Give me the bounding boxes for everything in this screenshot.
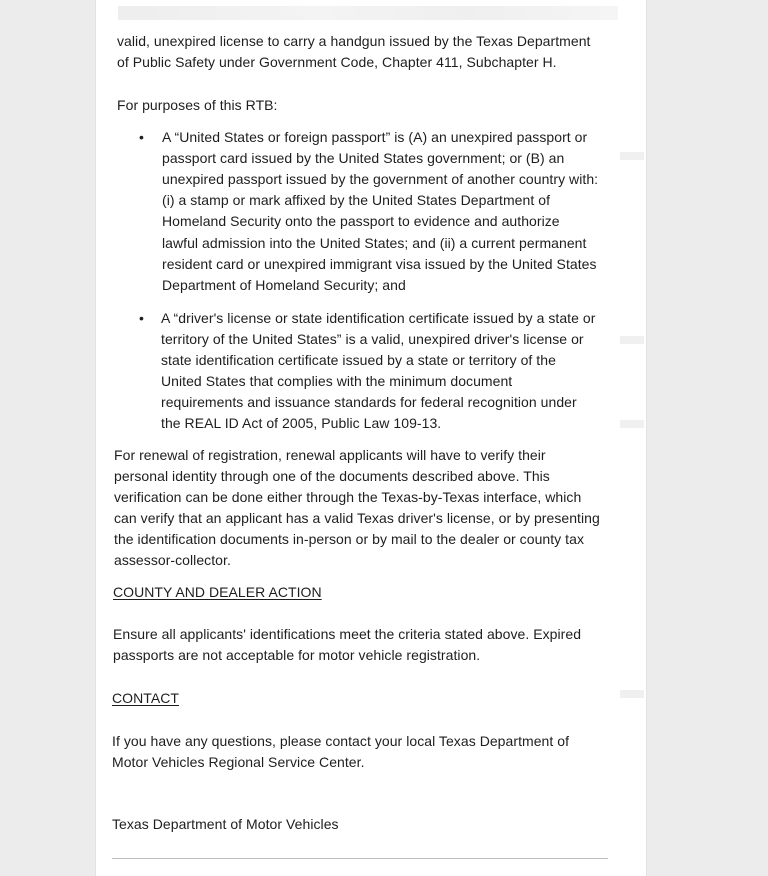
signature-line: Texas Department of Motor Vehicles	[112, 816, 339, 832]
text-line: Department of Homeland Security; and	[162, 277, 406, 293]
text-line: assessor-collector.	[114, 552, 231, 568]
bullet-marker: •	[139, 310, 144, 326]
text-line: can verify that an applicant has a valid Texas driver's license, or by presenting	[114, 510, 600, 526]
text-line: United States that complies with the minimum document	[161, 373, 513, 389]
text-line: Motor Vehicles Regional Service Center.	[112, 754, 365, 770]
text-line: requirements and issuance standards for federal recognition under	[161, 394, 577, 410]
text-line: territory of the United States” is a valid, unexpired driver's license or	[161, 331, 584, 347]
bleed-through-mark	[620, 152, 644, 160]
text-line: Ensure all applicants' identifications meet the criteria stated above. Expired	[113, 626, 582, 642]
text-line: If you have any questions, please contact your local Texas Department of	[112, 733, 570, 749]
bleed-through-header	[118, 6, 618, 20]
purposes-heading: For purposes of this RTB:	[117, 97, 278, 113]
bleed-through-mark	[620, 690, 644, 698]
text-line: the identification documents in-person or by mail to the dealer or county tax	[114, 531, 584, 547]
text-line: of Public Safety under Government Code, Chapter 411, Subchapter H.	[117, 54, 557, 70]
text-line: For renewal of registration, renewal applicants will have to verify their	[114, 447, 546, 463]
text-line: passport card issued by the United States government; or (B) an	[162, 150, 565, 166]
text-line: unexpired passport issued by the government of another country with:	[162, 171, 599, 187]
text-line: valid, unexpired license to carry a handgun issued by the Texas Department	[117, 33, 591, 49]
text-line: verification can be done either through the Texas-by-Texas interface, which	[114, 489, 582, 505]
county-dealer-heading: COUNTY AND DEALER ACTION	[113, 584, 322, 600]
text-line: (i) a stamp or mark affixed by the United States Department of	[162, 192, 551, 208]
bleed-through-mark	[620, 336, 644, 344]
footer-divider	[112, 858, 608, 859]
text-line: state identification certificate issued by a state or territory of the	[161, 352, 556, 368]
text-line: Homeland Security onto the passport to evidence and authorize	[162, 213, 560, 229]
text-line: A “driver's license or state identification certificate issued by a state or	[161, 310, 596, 326]
text-line: personal identity through one of the documents described above. This	[114, 468, 550, 484]
contact-heading: CONTACT	[112, 690, 179, 706]
bleed-through-mark	[620, 420, 644, 428]
text-line: the REAL ID Act of 2005, Public Law 109-13.	[161, 415, 442, 431]
text-line: resident card or unexpired immigrant visa issued by the United States	[162, 256, 597, 272]
text-line: A “United States or foreign passport” is (A) an unexpired passport or	[162, 129, 588, 145]
bullet-marker: •	[139, 129, 144, 145]
text-line: lawful admission into the United States; and (ii) a current permanent	[162, 235, 587, 251]
text-line: passports are not acceptable for motor vehicle registration.	[113, 647, 481, 663]
